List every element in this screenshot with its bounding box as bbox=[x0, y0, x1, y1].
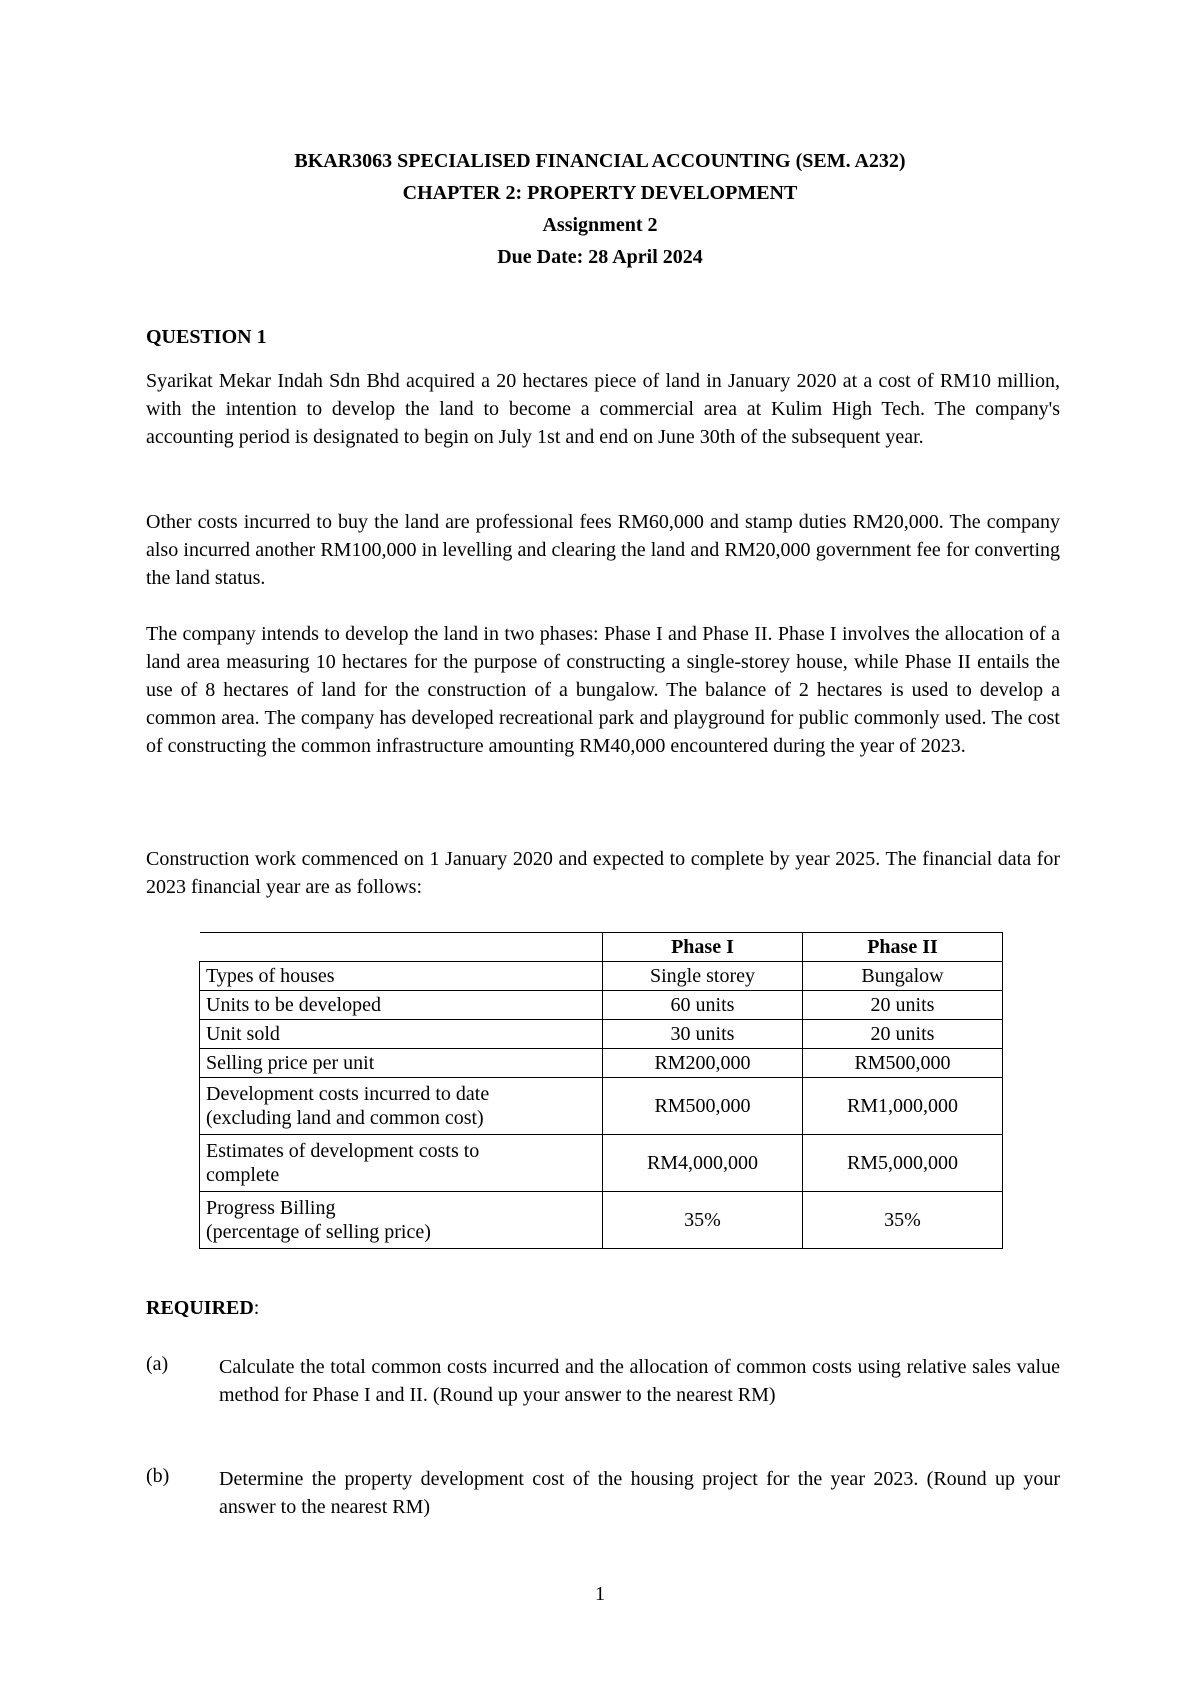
item-b-label: (b) bbox=[146, 1465, 170, 1487]
table-row bbox=[200, 1078, 1003, 1135]
row-label-line-1: Progress Billing bbox=[206, 1197, 336, 1219]
phase-2-value: 20 units bbox=[803, 1020, 1003, 1049]
assignment-title: Assignment 2 bbox=[542, 214, 658, 236]
phase-1-value: RM200,000 bbox=[603, 1049, 803, 1078]
phase-1-value: 30 units bbox=[603, 1020, 803, 1049]
phase-2-value: 20 units bbox=[803, 991, 1003, 1020]
table-row bbox=[200, 1049, 1003, 1078]
item-a-text: Calculate the total common costs incurred and the allocation of common costs using relative sales value method for Phase I and II. (Round up your answer to the nearest RM) bbox=[219, 1356, 1060, 1406]
table-row bbox=[200, 962, 1003, 991]
row-label-line-2: (excluding land and common cost) bbox=[206, 1107, 484, 1129]
financial-data-table bbox=[199, 932, 1003, 1249]
page-number: 1 bbox=[595, 1583, 605, 1605]
phase-2-value: RM5,000,000 bbox=[803, 1135, 1003, 1192]
phase-2-value: 35% bbox=[803, 1192, 1003, 1249]
paragraph-2: Other costs incurred to buy the land are professional fees RM60,000 and stamp duties RM20,000. The company also incurred another RM100,000 in levelling and clearing the land and RM20,000 government fee for converting the land status. bbox=[146, 511, 1060, 589]
table-row bbox=[200, 1020, 1003, 1049]
row-label bbox=[200, 1192, 603, 1249]
phase-2-value: Bungalow bbox=[803, 962, 1003, 991]
table-header-blank bbox=[200, 933, 603, 962]
required-heading bbox=[146, 1297, 259, 1320]
phase-2-value: RM500,000 bbox=[803, 1049, 1003, 1078]
row-label bbox=[200, 1135, 603, 1192]
question-title: QUESTION 1 bbox=[146, 326, 267, 348]
phase-1-value: 60 units bbox=[603, 991, 803, 1020]
required-colon: : bbox=[253, 1297, 260, 1319]
row-label: Unit sold bbox=[200, 1020, 603, 1049]
table-header-row bbox=[200, 933, 1003, 962]
table-row bbox=[200, 1192, 1003, 1249]
chapter-title: CHAPTER 2: PROPERTY DEVELOPMENT bbox=[402, 182, 798, 204]
row-label-line-2: complete bbox=[206, 1164, 280, 1186]
phase-1-value: RM4,000,000 bbox=[603, 1135, 803, 1192]
due-date: Due Date: 28 April 2024 bbox=[497, 246, 703, 268]
row-label: Units to be developed bbox=[200, 991, 603, 1020]
table-header-phase-1: Phase I bbox=[603, 933, 803, 962]
row-label bbox=[200, 1078, 603, 1135]
table-header-phase-2: Phase II bbox=[803, 933, 1003, 962]
phase-1-value: 35% bbox=[603, 1192, 803, 1249]
row-label-line-1: Development costs incurred to date bbox=[206, 1083, 490, 1105]
item-a-label: (a) bbox=[146, 1353, 169, 1375]
row-label-line-1: Estimates of development costs to bbox=[206, 1140, 480, 1162]
phase-1-value: RM500,000 bbox=[603, 1078, 803, 1135]
row-label: Types of houses bbox=[200, 962, 603, 991]
table-row bbox=[200, 1135, 1003, 1192]
table-row bbox=[200, 991, 1003, 1020]
paragraph-1: Syarikat Mekar Indah Sdn Bhd acquired a 20 hectares piece of land in January 2020 at a cost of RM10 million, with the intention to develop the land to become a commercial area at Kulim High Tech. The company's accounting period is designated to begin on July 1st and end on June 30th of the subsequent year. bbox=[146, 370, 1060, 448]
item-b-text: Determine the property development cost of the housing project for the year 2023. (Round up your answer to the nearest RM) bbox=[219, 1468, 1060, 1518]
row-label-line-2: (percentage of selling price) bbox=[206, 1221, 431, 1243]
phase-1-value: Single storey bbox=[603, 962, 803, 991]
paragraph-3: The company intends to develop the land in two phases: Phase I and Phase II. Phase I involves the allocation of a land area measuring 10 hectares for the purpose of constructing a single-storey house, while Phase II entails the use of 8 hectares of land for the construction of a bungalow. The balance of 2 hectares is used to develop a common area. The company has developed recreational park and playground for public commonly used. The cost of constructing the common infrastructure amounting RM40,000 encountered during the year of 2023. bbox=[146, 623, 1060, 757]
course-title: BKAR3063 SPECIALISED FINANCIAL ACCOUNTING (SEM. A232) bbox=[294, 150, 906, 172]
phase-2-value: RM1,000,000 bbox=[803, 1078, 1003, 1135]
row-label: Selling price per unit bbox=[200, 1049, 603, 1078]
paragraph-4: Construction work commenced on 1 January 2020 and expected to complete by year 2025. The financial data for 2023 financial year are as follows: bbox=[146, 848, 1060, 898]
required-label: REQUIRED bbox=[146, 1297, 254, 1319]
